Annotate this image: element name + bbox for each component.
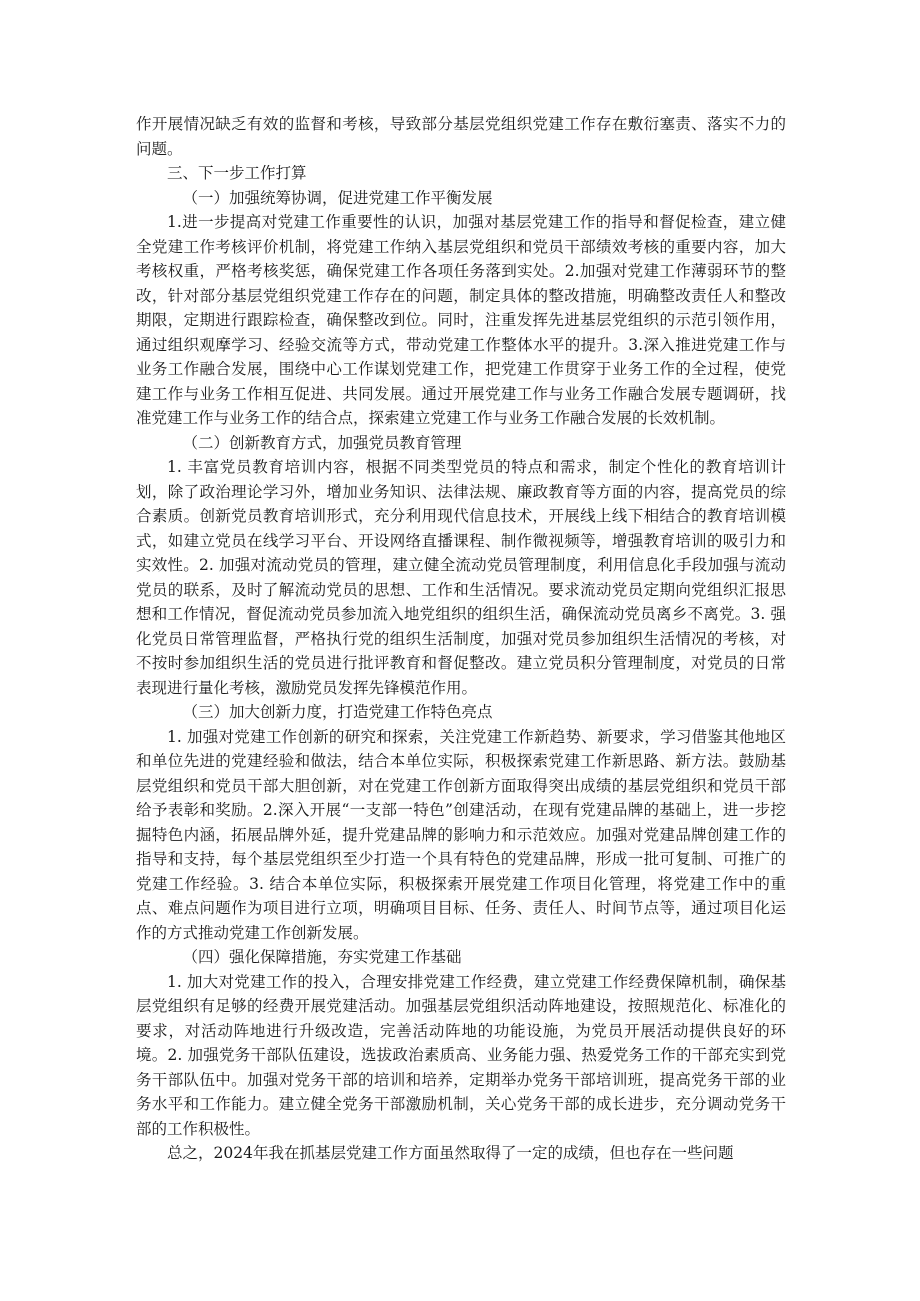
subsection-heading-2: （二）创新教育方式，加强党员教育管理 <box>182 433 462 452</box>
conclusion-paragraph: 总之，2024年我在抓基层党建工作方面虽然取得了一定的成绩，但也存在一些问题 <box>167 1144 734 1162</box>
section-heading-next-steps: 三、下一步工作打算 <box>167 164 307 182</box>
body-paragraph: 1.进一步提高对党建工作重要性的认识，加强对基层党建工作的指导和督促检查，建立健全党建工作考核评价机制，将党建工作纳入基层党组织和党员干部绩效考核的重要内容，加大考核权重，严格考核奖惩，确保党建工作各项任务落到实处。2.加强对党建工作薄弱环节的整改，针对部分基层党组织党建工作存在的问题，制定具体的整改措施，明确整改责任人和整改期限，定期进行跟踪检查，确保整改到位。同时，注重发挥先进基层党组织的示范引领作用，通过组织观摩学习、经验交流等方式，带动党建工作整体水平的提升。3.深入推进党建工作与业务工作融合发展，围绕中心工作谋划党建工作，把党建工作贯穿于业务工作的全过程，使党建工作与业务工作相互促进、共同发展。通过开展党建工作与业务工作融合发展专题调研，找准党建工作与业务工作的结合点，探索建立党建工作与业务工作融合发展的长效机制。 <box>136 213 786 427</box>
body-paragraph: 1. 加大对党建工作的投入，合理安排党建工作经费，建立党建工作经费保障机制，确保基层党组织有足够的经费开展党建活动。加强基层党组织活动阵地建设，按照规范化、标准化的要求，对活动阵地进行升级改造，完善活动阵地的功能设施，为党员开展活动提供良好的环境。2. 加强党务干部队伍建设，选拔政治素质高、业务能力强、热爱党务工作的干部充实到党务干部队伍中。加强对党务干部的培训和培养，定期举办党务干部培训班，提高党务干部的业务水平和工作能力。建立健全党务干部激励机制，关心党务干部的成长进步，充分调动党务干部的工作积极性。 <box>136 972 786 1138</box>
body-paragraph: 1. 加强对党建工作创新的研究和探索，关注党建工作新趋势、新要求，学习借鉴其他地区和单位先进的党建经验和做法，结合本单位实际，积极探索党建工作新思路、新方法。鼓励基层党组织和党员干部大胆创新，对在党建工作创新方面取得突出成绩的基层党组织和党员干部给予表彰和奖励。2.深入开展“一支部一特色”创建活动，在现有党建品牌的基础上，进一步挖掘特色内涵，拓展品牌外延，提升党建品牌的影响力和示范效应。加强对党建品牌创建工作的指导和支持，每个基层党组织至少打造一个具有特色的党建品牌，形成一批可复制、可推广的党建工作经验。3. 结合本单位实际，积极探索开展党建工作项目化管理，将党建工作中的重点、难点问题作为项目进行立项，明确项目目标、任务、责任人、时间节点等，通过项目化运作的方式推动党建工作创新发展。 <box>136 727 786 942</box>
subsection-heading-3: （三）加大创新力度，打造党建工作特色亮点 <box>182 703 493 721</box>
document-body <box>136 112 786 1166</box>
paragraph-continuation: 作开展情况缺乏有效的监督和考核，导致部分基层党组织党建工作存在敷衍塞责、落实不力的问题。 <box>136 115 786 158</box>
body-paragraph: 1. 丰富党员教育培训内容，根据不同类型党员的特点和需求，制定个性化的教育培训计划，除了政治理论学习外，增加业务知识、法律法规、廉政教育等方面的内容，提高党员的综合素质。创新党员教育培训形式，充分利用现代信息技术，开展线上线下相结合的教育培训模式，如建立党员在线学习平台、开设网络直播课程、制作微视频等，增强教育培训的吸引力和实效性。2. 加强对流动党员的管理，建立健全流动党员管理制度，利用信息化手段加强与流动党员的联系，及时了解流动党员的思想、工作和生活情况。要求流动党员定期向党组织汇报思想和工作情况，督促流动党员参加流入地党组织的组织生活，确保流动党员离乡不离党。3. 强化党员日常管理监督，严格执行党的组织生活制度，加强对党员参加组织生活情况的考核，对不按时参加组织生活的党员进行批评教育和督促整改。建立党员积分管理制度，对党员的日常表现进行量化考核，激励党员发挥先锋模范作用。 <box>136 458 786 697</box>
subsection-heading-4: （四）强化保障措施，夯实党建工作基础 <box>182 948 462 966</box>
subsection-heading-1: （一）加强统筹协调，促进党建工作平衡发展 <box>182 188 493 207</box>
